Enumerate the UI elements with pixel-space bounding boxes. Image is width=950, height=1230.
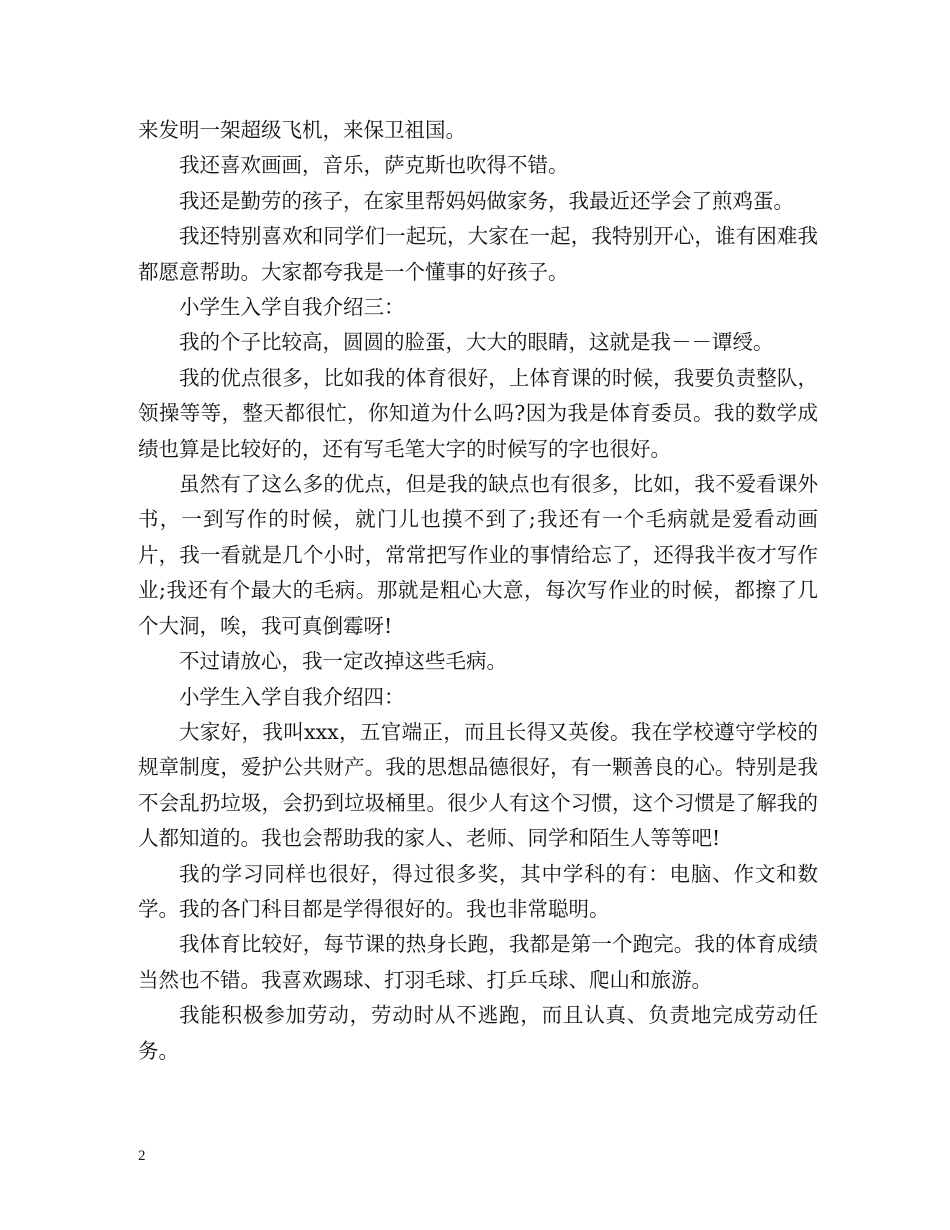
page-number: 2 <box>138 1148 146 1164</box>
paragraph: 我的优点很多，比如我的体育很好，上体育课的时候，我要负责整队，领操等等，整天都很忙，你知道为什么吗?因为我是体育委员。我的数学成绩也算是比较好的，还有写毛笔大字的时候写的字也很好。 <box>138 365 818 461</box>
document-body <box>138 113 818 1069</box>
paragraph: 我还是勤劳的孩子，在家里帮妈妈做家务，我最近还学会了煎鸡蛋。 <box>179 188 794 213</box>
paragraph: 我的学习同样也很好，得过很多奖，其中学科的有：电脑、作文和数学。我的各门科目都是学得很好的。我也非常聪明。 <box>138 861 818 921</box>
paragraph: 我体育比较好，每节课的热身长跑，我都是第一个跑完。我的体育成绩当然也不错。我喜欢踢球、打羽毛球、打乒乓球、爬山和旅游。 <box>138 932 818 992</box>
paragraph: 我还特别喜欢和同学们一起玩，大家在一起，我特别开心，谁有困难我都愿意帮助。大家都夸我是一个懂事的好孩子。 <box>138 224 818 284</box>
paragraph: 我还喜欢画画，音乐，萨克斯也吹得不错。 <box>179 153 569 178</box>
paragraph: 我能积极参加劳动，劳动时从不逃跑，而且认真、负责地完成劳动任务。 <box>138 1003 818 1063</box>
paragraph: 大家好，我叫xxx，五官端正，而且长得又英俊。我在学校遵守学校的规章制度，爱护公共财产。我的思想品德很好，有一颗善良的心。特别是我不会乱扔垃圾，会扔到垃圾桶里。很少人有这个习惯，这个习惯是了解我的人都知道的。我也会帮助我的家人、老师、同学和陌生人等等吧! <box>138 719 818 851</box>
paragraph: 不过请放心，我一定改掉这些毛病。 <box>179 649 507 674</box>
paragraph: 来发明一架超级飞机，来保卫祖国。 <box>138 118 466 142</box>
paragraph: 我的个子比较高，圆圆的脸蛋，大大的眼睛，这就是我－－谭绶。 <box>179 330 774 355</box>
paragraph: 虽然有了这么多的优点，但是我的缺点也有很多，比如，我不爱看课外书，一到写作的时候，就门儿也摸不到了;我还有一个毛病就是爱看动画片，我一看就是几个小时，常常把写作业的事情给忘了，还得我半夜才写作业;我还有个最大的毛病。那就是粗心大意，每次写作业的时候，都擦了几个大洞，唉，我可真倒霉呀! <box>138 472 818 638</box>
paragraph: 小学生入学自我介绍三： <box>179 295 405 320</box>
paragraph: 小学生入学自我介绍四： <box>179 684 405 709</box>
